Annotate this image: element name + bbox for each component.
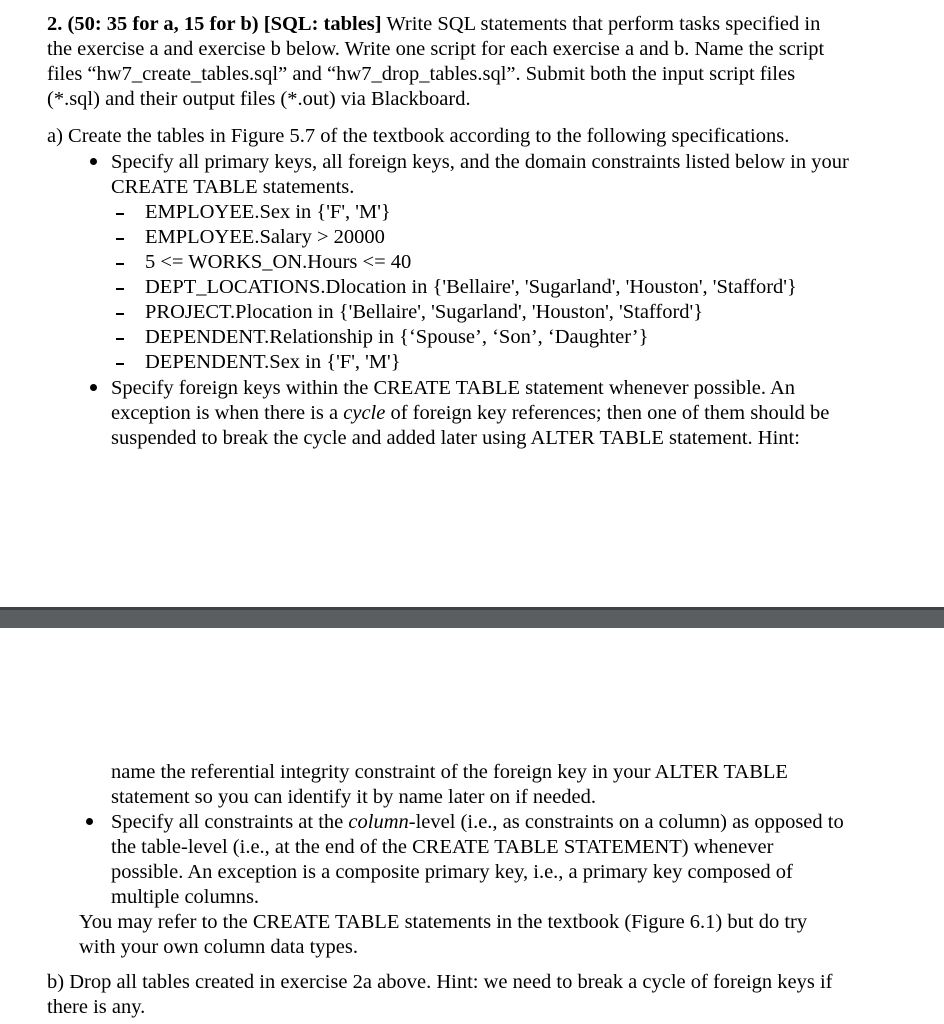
bullet-text-line: exception is when there is a cycle of foreign key references; then one of them should be	[111, 402, 830, 424]
bullet-text-line: Specify all primary keys, all foreign keys, and the domain constraints listed below in your	[111, 151, 849, 173]
emphasis-cycle: cycle	[343, 402, 386, 424]
dash-icon	[116, 288, 124, 290]
constraint-item: EMPLOYEE.Sex in {'F', 'M'}	[145, 201, 391, 223]
question-intro-line: the exercise a and exercise b below. Write one script for each exercise a and b. Name the script	[47, 38, 825, 60]
page-separator	[0, 607, 944, 628]
question-points: (50: 35 for a, 15 for b) [SQL: tables]	[67, 13, 382, 35]
question-intro-line: files “hw7_create_tables.sql” and “hw7_drop_tables.sql”. Submit both the input script files	[47, 63, 796, 85]
bullet-text-line: Specify foreign keys within the CREATE TABLE statement whenever possible. An	[111, 377, 796, 399]
bullet-icon	[86, 818, 93, 825]
part-b-line: b) Drop all tables created in exercise 2a above. Hint: we need to break a cycle of foreign keys if	[47, 971, 833, 993]
note-line: You may refer to the CREATE TABLE statements in the textbook (Figure 6.1) but do try	[79, 911, 808, 933]
document-page-bottom	[0, 628, 944, 1024]
note-line: with your own column data types.	[79, 936, 358, 958]
bullet-text-line: multiple columns.	[111, 886, 260, 908]
question-intro-line: (*.sql) and their output files (*.out) via Blackboard.	[47, 88, 471, 110]
bullet-icon	[90, 384, 97, 391]
emphasis-column: column	[348, 811, 409, 833]
constraint-item: 5 <= WORKS_ON.Hours <= 40	[145, 251, 412, 273]
constraint-item: DEPENDENT.Sex in {'F', 'M'}	[145, 351, 401, 373]
continuation-line: name the referential integrity constraint of the foreign key in your ALTER TABLE	[111, 761, 788, 783]
dash-icon	[116, 213, 124, 215]
bullet-text-line: the table-level (i.e., at the end of the CREATE TABLE STATEMENT) whenever	[111, 836, 774, 858]
bullet-icon	[90, 158, 97, 165]
constraint-item: PROJECT.Plocation in {'Bellaire', 'Sugarland', 'Houston', 'Stafford'}	[145, 301, 704, 323]
part-b-line: there is any.	[47, 996, 146, 1018]
question-header-line	[47, 12, 820, 37]
dash-icon	[116, 363, 124, 365]
bullet-text-line: suspended to break the cycle and added later using ALTER TABLE statement. Hint:	[111, 427, 800, 449]
question-intro-line: Write SQL statements that perform tasks specified in	[386, 13, 821, 35]
constraint-item: EMPLOYEE.Salary > 20000	[145, 226, 385, 248]
constraint-item: DEPT_LOCATIONS.Dlocation in {'Bellaire', 'Sugarland', 'Houston', 'Stafford'}	[145, 276, 797, 298]
dash-icon	[116, 263, 124, 265]
constraint-item: DEPENDENT.Relationship in {‘Spouse’, ‘Son’, ‘Daughter’}	[145, 326, 649, 348]
dash-icon	[116, 313, 124, 315]
part-a-heading: a) Create the tables in Figure 5.7 of the textbook according to the following specifications.	[47, 125, 790, 147]
bullet-text-line: CREATE TABLE statements.	[111, 176, 355, 198]
continuation-line: statement so you can identify it by name later on if needed.	[111, 786, 597, 808]
dash-icon	[116, 238, 124, 240]
bullet-text-line: possible. An exception is a composite primary key, i.e., a primary key composed of	[111, 861, 793, 883]
question-number: 2.	[47, 13, 63, 35]
bullet-text-line: Specify all constraints at the column-level (i.e., as constraints on a column) as opposed to	[111, 811, 844, 833]
dash-icon	[116, 338, 124, 340]
